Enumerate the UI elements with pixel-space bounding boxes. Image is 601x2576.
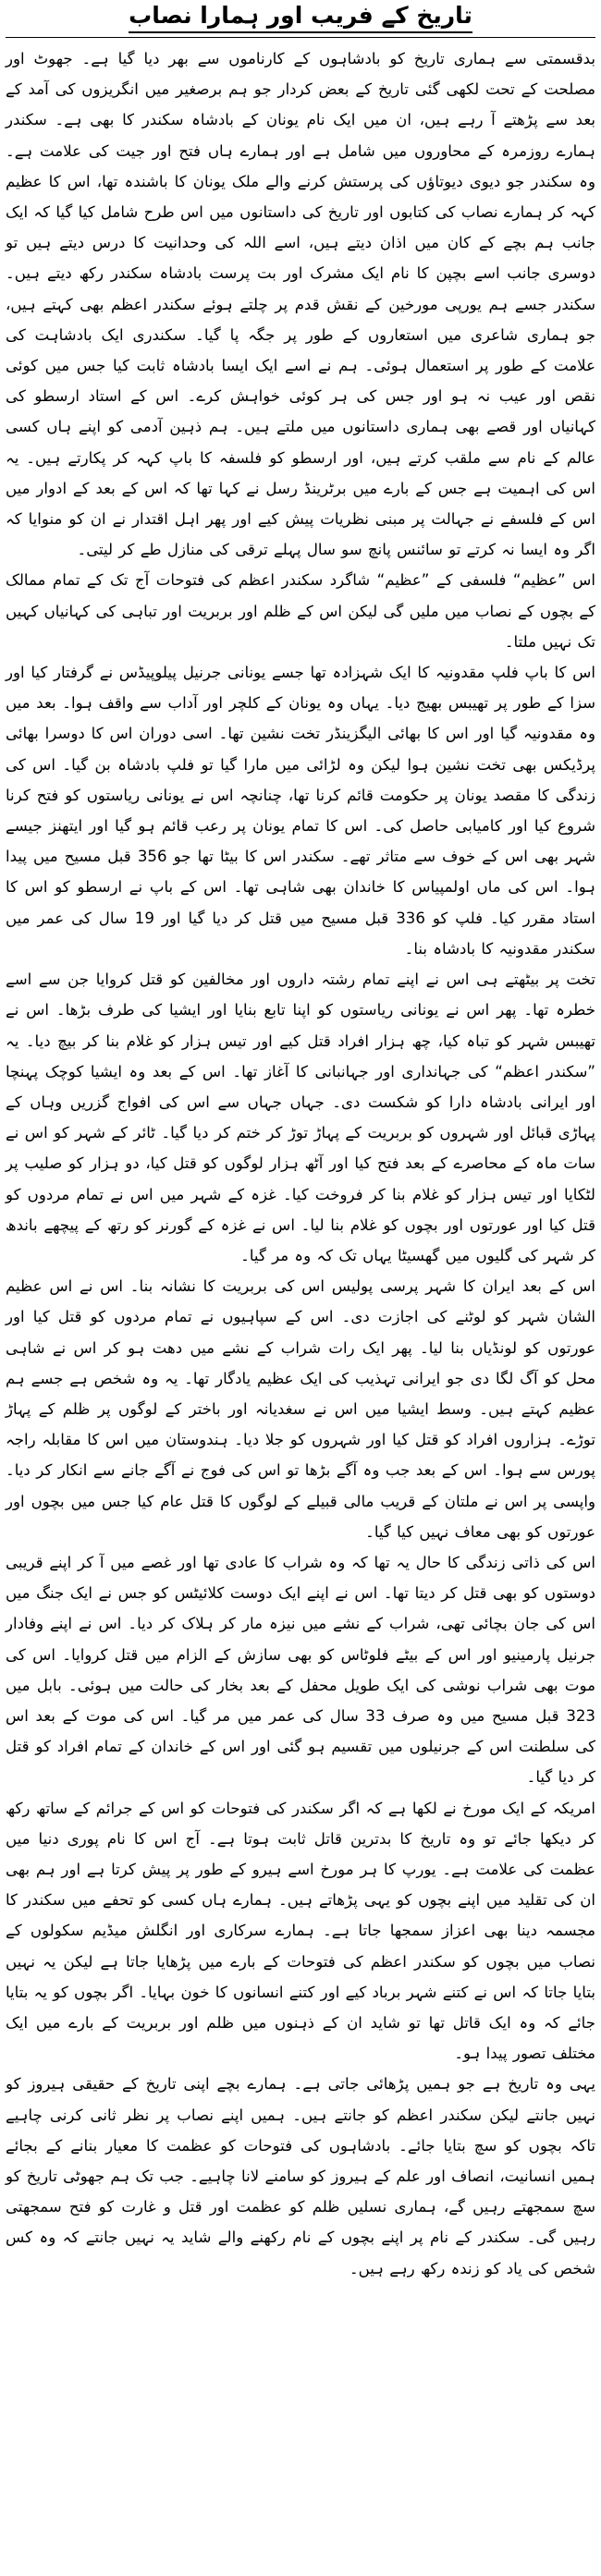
paragraph-8: یہی وہ تاریخ ہے جو ہمیں پڑھائی جاتی ہے۔ ہمارے بچے اپنی تاریخ کے حقیقی ہیروز کو نہیں جانتے لیکن سکندر اعظم کو جانتے ہیں۔ ہمیں اپنے نصاب پر نظر ثانی کرنی چاہیے تاکہ بچوں کو سچ بتایا جائے۔ بادشاہوں کی فتوحات کو عظمت کا معیار بنانے کے بجائے ہمیں انسانیت، انصاف اور علم کے ہیروز کو سامنے لانا چاہیے۔ جب تک ہم جھوٹی تاریخ کو سچ سمجھتے رہیں گے، ہماری نسلیں ظلم کو عظمت اور قتل و غارت کو فتح سمجھتی رہیں گی۔ سکندر کے نام پر اپنے بچوں کے نام رکھنے والے شاید یہ نہیں جانتے کہ وہ کس شخص کی یاد کو زندہ رکھ رہے ہیں۔ [6, 2075, 595, 2277]
paragraph-2: اس ”عظیم“ فلسفی کے ”عظیم“ شاگرد سکندر اعظم کی فتوحات آج تک کے تمام ممالک کے بچوں کے نصاب میں ملیں گی لیکن اس کے ظلم اور بربریت اور تباہی کی کہانیاں کہیں تک نہیں ملتا۔ [6, 571, 595, 651]
article-header [6, 0, 595, 38]
paragraph-6: اس کی ذاتی زندگی کا حال یہ تھا کہ وہ شراب کا عادی تھا اور غصے میں آ کر اپنے قریبی دوستوں کو بھی قتل کر دیتا تھا۔ اس نے اپنے ایک دوست کلائیٹس کو جس نے ایک جنگ میں اس کی جان بچائی تھی، شراب کے نشے میں نیزہ مار کر ہلاک کر دیا۔ اس نے اپنے وفادار جرنیل پارمینیو اور اس کے بیٹے فلوٹاس کو بھی سازش کے الزام میں قتل کروایا۔ اس کی موت بھی شراب نوشی کی ایک طویل محفل کے بعد بخار کی حالت میں ہوئی۔ بابل میں 323 قبل مسیح میں وہ صرف 33 سال کی عمر میں مر گیا۔ اس کی موت کے بعد اس کی سلطنت اس کے جرنیلوں میں تقسیم ہو گئی اور اس کے خاندان کے تمام افراد کو قتل کر دیا گیا۔ [6, 1553, 595, 1787]
paragraph-1: بدقسمتی سے ہماری تاریخ کو بادشاہوں کے کارناموں سے بھر دیا گیا ہے۔ جھوٹ اور مصلحت کے تحت لکھی گئی تاریخ کے بعض کردار جو ہم برصغیر میں انگریزوں کی آمد کے بعد سے پڑھتے آ رہے ہیں، ان میں ایک نام یونان کے بادشاہ سکندر کا بھی ہے۔ سکندر ہمارے روزمرہ کے محاوروں میں شامل ہے اور ہمارے ہاں فتح اور جیت کی علامت ہے۔ وہ سکندر جو دیوی دیوتاؤں کی پرستش کرنے والے ملک یونان کا باشندہ تھا، اس کا عظیم کہہ کر ہمارے نصاب کی کتابوں اور تاریخ کی داستانوں میں اس طرح شامل کیا گیا کہ ایک جانب ہم بچے کے کان میں اذان دیتے ہیں، اسے اللہ کی وحدانیت کا درس دیتے ہیں تو دوسری جانب اسے بچپن کا نام ایک مشرک اور بت پرست بادشاہ سکندر رکھ دیتے ہیں۔ سکندر جسے ہم یورپی مورخین کے نقش قدم پر چلتے ہوئے سکندر اعظم بھی کہتے ہیں، جو ہماری شاعری میں استعاروں کے طور پر جگہ پا گیا۔ سکندری ایک بادشاہت کی علامت کے طور پر استعمال ہوئی۔ ہم نے اسے ایک ایسا بادشاہ ثابت کیا جس میں کوئی نقص اور عیب نہ ہو اور جس کی ہر کوئی خواہش کرے۔ اس کے استاد ارسطو کی کہانیاں اور قصے بھی ہماری داستانوں میں ملتے ہیں۔ ہم ذہین آدمی کو اپنے ہاں کسی عالم کے نام سے ملقب کرتے ہیں، اور ارسطو کو فلسفہ کا باپ کہہ کر پکارتے ہیں۔ یہ اس کی اہمیت ہے جس کے بارے میں برٹرینڈ رسل نے کہا تھا کہ اس کے بعد کے ادوار میں اس کے فلسفے نے جہالت پر مبنی نظریات پیش کیے اور پھر اہل اقتدار نے ان کو منوایا کہ اگر وہ ایسا نہ کرتے تو سائنس پانچ سو سال پہلے ترقی کی منازل طے کر لیتی۔ [6, 50, 595, 559]
paragraph-5: اس کے بعد ایران کا شہر پرسی پولیس اس کی بربریت کا نشانہ بنا۔ اس نے اس عظیم الشان شہر کو لوٹنے کی اجازت دی۔ اس کے سپاہیوں نے تمام مردوں کو قتل کیا اور عورتوں کو لونڈیاں بنا لیا۔ پھر ایک رات شراب کے نشے میں دھت ہو کر اس نے شاہی محل کو آگ لگا دی جو ایرانی تہذیب کی ایک عظیم یادگار تھا۔ یہ وہ شخص ہے جسے ہم عظیم کہتے ہیں۔ وسط ایشیا میں اس نے سغدیانہ اور باختر کے لوگوں پر ظلم کے پہاڑ توڑے۔ ہزاروں افراد کو قتل کیا اور شہروں کو جلا دیا۔ ہندوستان میں اس کا مقابلہ راجہ پورس سے ہوا۔ اس کے بعد جب وہ آگے بڑھا تو اس کی فوج نے آگے جانے سے انکار کر دیا۔ واپسی پر اس نے ملتان کے قریب مالی قبیلے کے لوگوں کا قتل عام کیا جس میں بچوں اور عورتوں کو بھی معاف نہیں کیا گیا۔ [6, 1277, 595, 1541]
article [6, 0, 595, 2284]
paragraph-3: اس کا باپ فلپ مقدونیہ کا ایک شہزادہ تھا جسے یونانی جرنیل پیلوپیڈس نے گرفتار کیا اور سزا کے طور پر تھیبس بھیج دیا۔ یہاں وہ یونان کے کلچر اور آداب سے واقف ہوا۔ بعد میں وہ مقدونیہ گیا اور اس کا بھائی الیگزینڈر تخت نشین تھا۔ اسی دوران اس کا دوسرا بھائی پرڈیکس بھی تخت نشین ہوا لیکن وہ لڑائی میں مارا گیا تو فلپ بادشاہ بن گیا۔ اس کی زندگی کا مقصد یونان پر حکومت قائم کرنا تھا، چنانچہ اس نے یونانی ریاستوں کو فتح کرنا شروع کیا اور کامیابی حاصل کی۔ اس کا تمام یونان پر رعب قائم ہو گیا اور ایتھنز جیسے شہر بھی اس کے خوف سے متاثر تھے۔ سکندر اس کا بیٹا تھا جو 356 قبل مسیح میں پیدا ہوا۔ اس کی ماں اولمپیاس کا خاندان بھی شاہی تھا۔ اس کے باپ نے ارسطو کو اس کا استاد مقرر کیا۔ فلپ کو 336 قبل مسیح میں قتل کر دیا گیا اور 19 سال کی عمر میں سکندر مقدونیہ کا بادشاہ بنا۔ [6, 664, 595, 958]
paragraph-4: تخت پر بیٹھتے ہی اس نے اپنے تمام رشتہ داروں اور مخالفین کو قتل کروایا جن سے اسے خطرہ تھا۔ پھر اس نے یونانی ریاستوں کو اپنا تابع بنایا اور ایشیا کی طرف بڑھا۔ اس نے تھیبس شہر کو تباہ کیا، چھ ہزار افراد قتل کیے اور تیس ہزار کو غلام بنا کر بیچ دیا۔ یہ ”سکندر اعظم“ کی جہانداری اور جہانبانی کا آغاز تھا۔ اس کے بعد وہ ایشیا کوچک پہنچا اور ایرانی بادشاہ دارا کو شکست دی۔ جہاں جہاں سے اس کی افواج گزریں وہاں کے پہاڑی قبائل اور شہروں کو بربریت کے پہاڑ توڑ کر ختم کر دیا گیا۔ ٹائر کے شہر کو اس نے سات ماہ کے محاصرے کے بعد فتح کیا اور آٹھ ہزار لوگوں کو قتل کیا، دو ہزار کو صلیب پر لٹکایا اور تیس ہزار کو غلام بنا کر فروخت کیا۔ غزہ کے شہر میں اس نے تمام مردوں کو قتل کیا اور عورتوں اور بچوں کو غلام بنا لیا۔ اس نے غزہ کے گورنر کو رتھ کے پیچھے باندھ کر شہر کی گلیوں میں گھسیٹا یہاں تک کہ وہ مر گیا۔ [6, 971, 595, 1264]
article-body [6, 43, 595, 2284]
article-title: تاریخ کے فریب اور ہمارا نصاب [129, 0, 472, 33]
paragraph-7: امریکہ کے ایک مورخ نے لکھا ہے کہ اگر سکندر کی فتوحات کو اس کے جرائم کے ساتھ رکھ کر دیکھا جائے تو وہ تاریخ کا بدترین قاتل ثابت ہوتا ہے۔ آج اس کا نام پوری دنیا میں عظمت کی علامت ہے۔ یورپ کا ہر مورخ اسے ہیرو کے طور پر پیش کرتا ہے اور ہم بھی ان کی تقلید میں اپنے بچوں کو یہی پڑھاتے ہیں۔ ہمارے ہاں کسی کو تحفے میں سکندر کا مجسمہ دینا بھی اعزاز سمجھا جاتا ہے۔ ہمارے سرکاری اور انگلش میڈیم سکولوں کے نصاب میں بچوں کو سکندر اعظم کی فتوحات کے بارے میں پڑھایا جاتا ہے لیکن یہ نہیں بتایا جاتا کہ اس نے کتنے شہر برباد کیے اور کتنے انسانوں کا خون بہایا۔ اگر بچوں کو یہ بتایا جائے کہ وہ ایک قاتل تھا تو شاید ان کے ذہنوں میں ظلم اور بربریت کے بارے میں ایک مختلف تصور پیدا ہو۔ [6, 1799, 595, 2063]
